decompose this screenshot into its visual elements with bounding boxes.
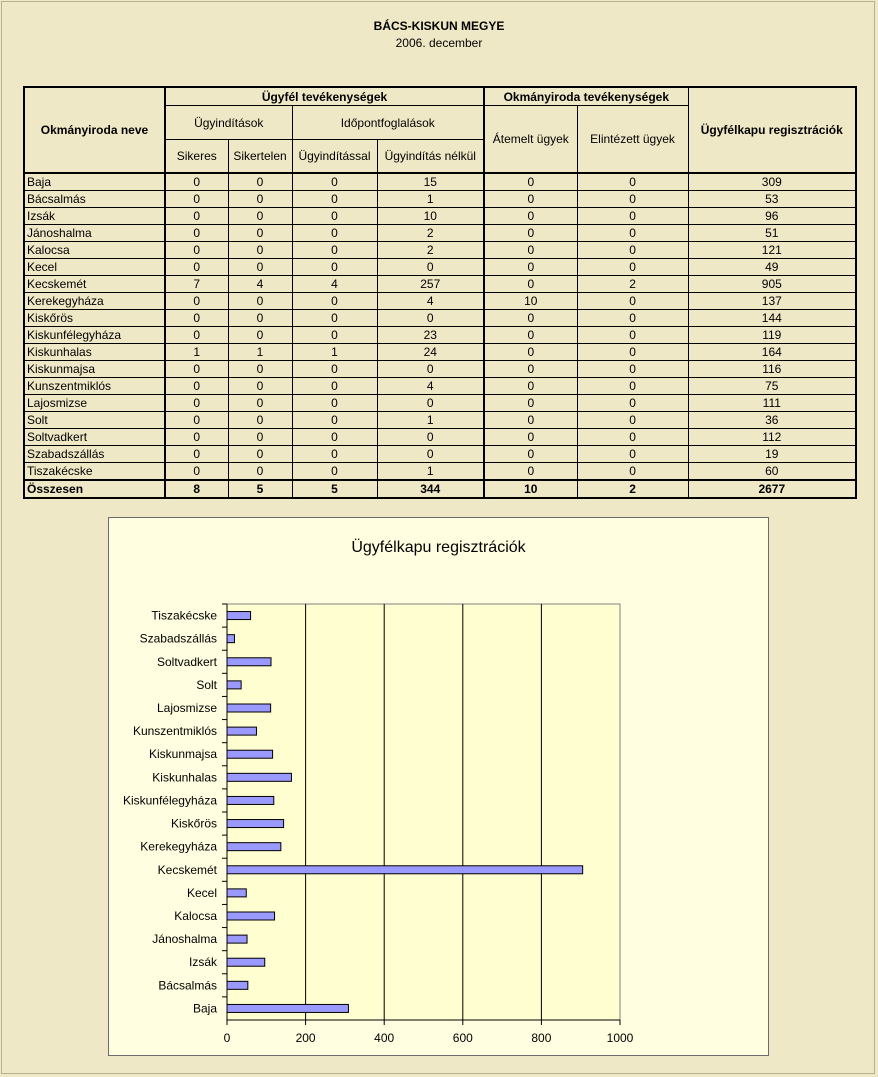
office-name-cell: Jánoshalma — [24, 225, 165, 242]
value-cell: 0 — [228, 191, 292, 208]
value-cell: 0 — [484, 378, 577, 395]
x-tick-label: 800 — [531, 1031, 552, 1045]
table-row — [24, 242, 856, 259]
bar — [227, 681, 241, 689]
value-cell: 0 — [292, 446, 377, 463]
value-cell: 1 — [165, 344, 228, 361]
value-cell: 0 — [292, 395, 377, 412]
category-label: Tiszakécske — [151, 608, 217, 623]
value-cell: 0 — [292, 293, 377, 310]
office-name-cell: Izsák — [24, 208, 165, 225]
bar — [227, 635, 234, 643]
category-label: Kiskunmajsa — [148, 747, 217, 762]
page-title: BÁCS-KISKUN MEGYE — [373, 19, 505, 33]
value-cell: 0 — [165, 242, 228, 259]
bar — [227, 958, 265, 966]
value-cell: 0 — [292, 259, 377, 276]
office-name-cell: Soltvadkert — [24, 429, 165, 446]
x-tick-label: 0 — [223, 1031, 231, 1045]
col-gateway-registrations: Ügyfélkapu regisztrációk — [688, 87, 856, 173]
value-cell: 344 — [377, 480, 484, 498]
value-cell: 0 — [292, 378, 377, 395]
value-cell: 0 — [228, 293, 292, 310]
value-cell: 96 — [688, 208, 856, 225]
value-cell: 0 — [228, 327, 292, 344]
table-row — [24, 361, 856, 378]
value-cell: 0 — [377, 429, 484, 446]
value-cell: 0 — [292, 429, 377, 446]
table-row — [24, 463, 856, 481]
value-cell: 0 — [377, 395, 484, 412]
category-label: Kiskunhalas — [152, 770, 217, 785]
bar — [227, 843, 281, 851]
x-tick-label: 200 — [295, 1031, 316, 1045]
value-cell: 36 — [688, 412, 856, 429]
value-cell: 0 — [228, 259, 292, 276]
value-cell: 0 — [577, 446, 688, 463]
bar — [227, 796, 274, 804]
value-cell: 0 — [577, 412, 688, 429]
value-cell: 0 — [484, 446, 577, 463]
value-cell: 8 — [165, 480, 228, 498]
group-client-activities: Ügyfél tevékenységek — [165, 87, 484, 106]
value-cell: 0 — [228, 463, 292, 481]
value-cell: 0 — [228, 429, 292, 446]
total-row — [24, 480, 856, 498]
table-row — [24, 395, 856, 412]
value-cell: 0 — [165, 463, 228, 481]
category-label: Kiskőrös — [170, 816, 217, 831]
value-cell: 119 — [688, 327, 856, 344]
col-fail: Sikertelen — [228, 140, 292, 174]
office-name-cell: Kiskőrös — [24, 310, 165, 327]
office-name-cell: Bácsalmás — [24, 191, 165, 208]
value-cell: 0 — [377, 361, 484, 378]
bar — [227, 866, 583, 874]
table-row — [24, 173, 856, 191]
office-name-cell: Kunszentmiklós — [24, 378, 165, 395]
value-cell: 0 — [228, 242, 292, 259]
category-label: Solt — [196, 677, 217, 692]
value-cell: 10 — [377, 208, 484, 225]
plot-area — [227, 604, 620, 1020]
value-cell: 0 — [577, 173, 688, 191]
value-cell: 0 — [292, 191, 377, 208]
value-cell: 1 — [377, 463, 484, 481]
value-cell: 0 — [377, 259, 484, 276]
bar — [227, 727, 256, 735]
table-row — [24, 225, 856, 242]
value-cell: 137 — [688, 293, 856, 310]
value-cell: 0 — [292, 310, 377, 327]
col-success: Sikeres — [165, 140, 228, 174]
office-name-cell: Kiskunmajsa — [24, 361, 165, 378]
value-cell: 4 — [377, 293, 484, 310]
sub-initiations: Ügyindítások — [165, 106, 292, 140]
office-name-cell: Solt — [24, 412, 165, 429]
group-office-activities: Okmányiroda tevékenységek — [484, 87, 688, 106]
value-cell: 0 — [484, 412, 577, 429]
category-label: Kerekegyháza — [140, 839, 217, 854]
value-cell: 2 — [377, 242, 484, 259]
value-cell: 0 — [165, 293, 228, 310]
value-cell: 0 — [577, 191, 688, 208]
value-cell: 2 — [377, 225, 484, 242]
value-cell: 0 — [484, 344, 577, 361]
value-cell: 0 — [484, 259, 577, 276]
office-name-cell: Baja — [24, 173, 165, 191]
value-cell: 0 — [292, 412, 377, 429]
category-label: Izsák — [188, 955, 217, 970]
value-cell: 51 — [688, 225, 856, 242]
value-cell: 0 — [577, 429, 688, 446]
value-cell: 1 — [377, 191, 484, 208]
value-cell: 19 — [688, 446, 856, 463]
bar — [227, 612, 251, 620]
bar — [227, 820, 284, 828]
value-cell: 0 — [165, 378, 228, 395]
table-row — [24, 446, 856, 463]
table-row — [24, 208, 856, 225]
value-cell: 10 — [484, 480, 577, 498]
value-cell: 0 — [165, 361, 228, 378]
value-cell: 0 — [292, 208, 377, 225]
office-name-cell: Kiskunhalas — [24, 344, 165, 361]
value-cell: 4 — [228, 276, 292, 293]
table-row — [24, 276, 856, 293]
x-tick-label: 400 — [374, 1031, 395, 1045]
value-cell: 4 — [377, 378, 484, 395]
table-row — [24, 412, 856, 429]
value-cell: 0 — [484, 395, 577, 412]
category-label: Bácsalmás — [158, 978, 217, 993]
page-subtitle: 2006. december — [395, 36, 483, 50]
value-cell: 0 — [577, 208, 688, 225]
col-completed: Elintézett ügyek — [577, 106, 688, 174]
value-cell: 309 — [688, 173, 856, 191]
value-cell: 1 — [228, 344, 292, 361]
value-cell: 0 — [228, 173, 292, 191]
col-transferred: Átemelt ügyek — [484, 106, 577, 174]
value-cell: 0 — [165, 327, 228, 344]
value-cell: 0 — [484, 310, 577, 327]
office-name-cell: Kiskunfélegyháza — [24, 327, 165, 344]
category-label: Baja — [192, 1001, 217, 1016]
value-cell: 0 — [165, 412, 228, 429]
value-cell: 257 — [377, 276, 484, 293]
table-row — [24, 327, 856, 344]
x-tick-label: 1000 — [606, 1031, 634, 1045]
value-cell: 0 — [484, 225, 577, 242]
office-name-cell: Szabadszállás — [24, 446, 165, 463]
value-cell: 2 — [577, 276, 688, 293]
bar — [227, 981, 248, 989]
value-cell: 0 — [165, 310, 228, 327]
value-cell: 2677 — [688, 480, 856, 498]
value-cell: 0 — [577, 259, 688, 276]
value-cell: 121 — [688, 242, 856, 259]
table-row — [24, 378, 856, 395]
col-with-initiation: Ügyindítással — [292, 140, 377, 174]
value-cell: 0 — [484, 242, 577, 259]
value-cell: 0 — [292, 327, 377, 344]
office-name-cell: Tiszakécske — [24, 463, 165, 481]
value-cell: 112 — [688, 429, 856, 446]
value-cell: 1 — [377, 412, 484, 429]
table-row — [24, 429, 856, 446]
office-name-cell: Kecel — [24, 259, 165, 276]
value-cell: 0 — [484, 208, 577, 225]
table-row — [24, 191, 856, 208]
value-cell: 111 — [688, 395, 856, 412]
office-name-cell: Lajosmizse — [24, 395, 165, 412]
value-cell: 0 — [577, 242, 688, 259]
value-cell: 0 — [484, 191, 577, 208]
value-cell: 0 — [292, 225, 377, 242]
value-cell: 0 — [484, 276, 577, 293]
category-label: Kecskemét — [157, 862, 217, 877]
office-name-cell: Összesen — [24, 480, 165, 498]
value-cell: 0 — [577, 225, 688, 242]
bar — [227, 912, 275, 920]
table-row — [24, 344, 856, 361]
chart-panel — [108, 517, 769, 1056]
value-cell: 144 — [688, 310, 856, 327]
office-name-cell: Kecskemét — [24, 276, 165, 293]
value-cell: 0 — [577, 344, 688, 361]
sub-bookings: Időpontfoglalások — [292, 106, 484, 140]
value-cell: 49 — [688, 259, 856, 276]
bar-chart — [109, 518, 770, 1057]
value-cell: 10 — [484, 293, 577, 310]
value-cell: 0 — [292, 463, 377, 481]
category-label: Kunszentmiklós — [132, 724, 217, 739]
category-label: Kalocsa — [174, 909, 217, 923]
value-cell: 0 — [292, 361, 377, 378]
category-label: Lajosmizse — [156, 701, 217, 715]
value-cell: 0 — [577, 310, 688, 327]
value-cell: 23 — [377, 327, 484, 344]
value-cell: 0 — [165, 191, 228, 208]
value-cell: 0 — [577, 463, 688, 481]
bar — [227, 1004, 348, 1012]
value-cell: 15 — [377, 173, 484, 191]
category-label: Soltvadkert — [156, 654, 217, 669]
value-cell: 0 — [577, 327, 688, 344]
value-cell: 5 — [292, 480, 377, 498]
category-label: Kiskunfélegyháza — [122, 793, 217, 808]
value-cell: 0 — [484, 173, 577, 191]
value-cell: 1 — [292, 344, 377, 361]
value-cell: 2 — [577, 480, 688, 498]
value-cell: 0 — [228, 208, 292, 225]
value-cell: 4 — [292, 276, 377, 293]
col-office-name: Okmányiroda neve — [24, 87, 165, 173]
value-cell: 5 — [228, 480, 292, 498]
value-cell: 905 — [688, 276, 856, 293]
value-cell: 0 — [228, 395, 292, 412]
x-tick-label: 600 — [452, 1031, 473, 1045]
category-label: Kecel — [186, 885, 217, 900]
value-cell: 0 — [165, 446, 228, 463]
value-cell: 0 — [165, 208, 228, 225]
value-cell: 0 — [165, 225, 228, 242]
value-cell: 164 — [688, 344, 856, 361]
value-cell: 0 — [484, 429, 577, 446]
value-cell: 53 — [688, 191, 856, 208]
value-cell: 0 — [484, 361, 577, 378]
value-cell: 0 — [228, 361, 292, 378]
bar — [227, 773, 291, 781]
table-row — [24, 259, 856, 276]
value-cell: 0 — [292, 173, 377, 191]
value-cell: 7 — [165, 276, 228, 293]
bar — [227, 889, 246, 897]
col-without-initiation: Ügyindítás nélkül — [377, 140, 484, 174]
value-cell: 0 — [577, 293, 688, 310]
value-cell: 0 — [377, 310, 484, 327]
value-cell: 0 — [165, 429, 228, 446]
bar — [227, 935, 247, 943]
value-cell: 60 — [688, 463, 856, 481]
value-cell: 0 — [577, 361, 688, 378]
value-cell: 0 — [292, 242, 377, 259]
chart-title: Ügyfélkapu regisztrációk — [351, 539, 526, 556]
value-cell: 0 — [228, 225, 292, 242]
office-name-cell: Kerekegyháza — [24, 293, 165, 310]
category-label: Szabadszállás — [139, 631, 217, 646]
bar — [227, 658, 271, 666]
statistics-table — [23, 86, 857, 499]
value-cell: 116 — [688, 361, 856, 378]
value-cell: 0 — [577, 395, 688, 412]
value-cell: 0 — [228, 310, 292, 327]
office-name-cell: Kalocsa — [24, 242, 165, 259]
bar — [227, 704, 271, 712]
table-row — [24, 310, 856, 327]
bar — [227, 750, 273, 758]
value-cell: 0 — [165, 395, 228, 412]
table-row — [24, 293, 856, 310]
value-cell: 75 — [688, 378, 856, 395]
value-cell: 0 — [165, 173, 228, 191]
value-cell: 0 — [228, 446, 292, 463]
value-cell: 0 — [577, 378, 688, 395]
value-cell: 0 — [377, 446, 484, 463]
value-cell: 0 — [484, 463, 577, 481]
value-cell: 24 — [377, 344, 484, 361]
value-cell: 0 — [165, 259, 228, 276]
value-cell: 0 — [228, 378, 292, 395]
value-cell: 0 — [228, 412, 292, 429]
category-label: Jánoshalma — [152, 932, 217, 947]
value-cell: 0 — [484, 327, 577, 344]
